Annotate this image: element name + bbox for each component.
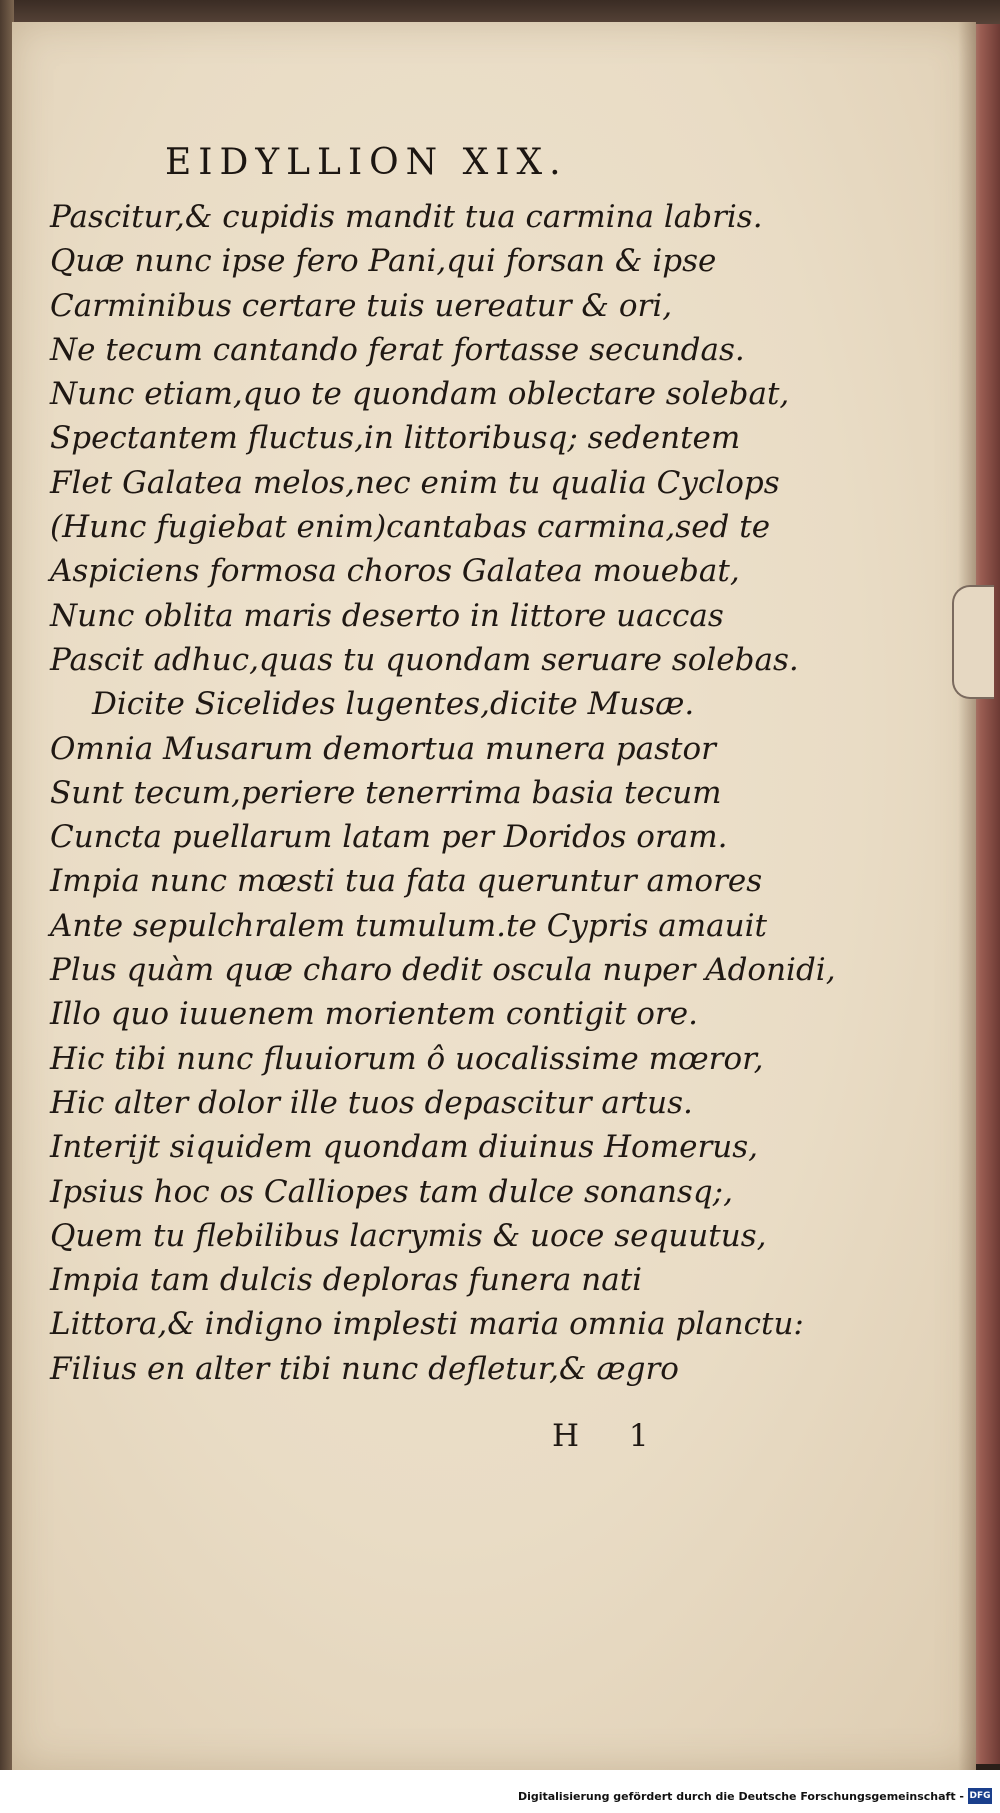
verse-line: Illo quo iuuenem morientem contigit ore. (50, 996, 698, 1033)
verse-line: Pascitur,& cupidis mandit tua carmina labris. (50, 199, 763, 235)
verse-line: (Hunc fugiebat enim)cantabas carmina,sed te (50, 509, 771, 546)
digitization-credit: Digitalisierung gefördert durch die Deutsche Forschungsgemeinschaft - (517, 1790, 964, 1803)
verse-line: Hic alter dolor ille tuos depascitur artus. (50, 1084, 693, 1121)
verse-line: Ne tecum cantando ferat fortasse secundas. (50, 331, 745, 368)
verse-refrain-line: Dicite Sicelides lugentes,dicite Musæ. (92, 686, 695, 723)
verse-line: Quæ nunc ipse fero Pani,qui forsan & ipse (50, 243, 717, 280)
verse-line: Impia tam dulcis deploras funera nati (50, 1262, 643, 1299)
verse-line: Impia nunc mœsti tua fata queruntur amores (50, 863, 763, 900)
verse-line: Plus quàm quæ charo dedit oscula nuper Adonidi, (50, 952, 836, 989)
verse-line: Littora,& indigno implesti maria omnia planctu: (50, 1306, 804, 1343)
verse-line: Carminibus certare tuis uereatur & ori, (50, 287, 673, 324)
verse-line: Quem tu flebilibus lacrymis & uoce sequutus, (50, 1217, 767, 1254)
verse-line: Hic tibi nunc fluuiorum ô uocalissime mœror, (50, 1040, 764, 1077)
verse-text (50, 195, 950, 1391)
verse-line: Pascit adhuc,quas tu quondam seruare solebas. (50, 641, 799, 678)
verse-line: Aspiciens formosa choros Galatea mouebat, (50, 553, 740, 590)
verse-line: Nunc etiam,quo te quondam oblectare solebat, (50, 376, 790, 413)
verse-line: Sunt tecum,periere tenerrima basia tecum (50, 774, 722, 811)
verse-line: Ante sepulchralem tumulum.te Cypris amauit (50, 907, 767, 944)
dfg-logo: DFG (968, 1788, 992, 1804)
verse-line: Filius en alter tibi nunc defletur,& ægro (50, 1350, 679, 1387)
page-heading: EIDYLLION XIX. (165, 142, 568, 183)
verse-line: Cuncta puellarum latam per Doridos oram. (50, 819, 728, 856)
verse-line: Nunc oblita maris deserto in littore uaccas (50, 597, 724, 634)
verse-line: Ipsius hoc os Calliopes tam dulce sonansq;, (50, 1173, 733, 1210)
verse-line: Interijt siquidem quondam diuinus Homerus, (50, 1129, 758, 1166)
signature-mark: H 1 (552, 1418, 669, 1454)
verse-line: Omnia Musarum demortua munera pastor (50, 730, 716, 767)
page-tab-marker (952, 585, 994, 699)
verse-line: Spectantem fluctus,in littoribusq; sedentem (50, 420, 741, 457)
verse-line: Flet Galatea melos,nec enim tu qualia Cyclops (50, 464, 780, 501)
